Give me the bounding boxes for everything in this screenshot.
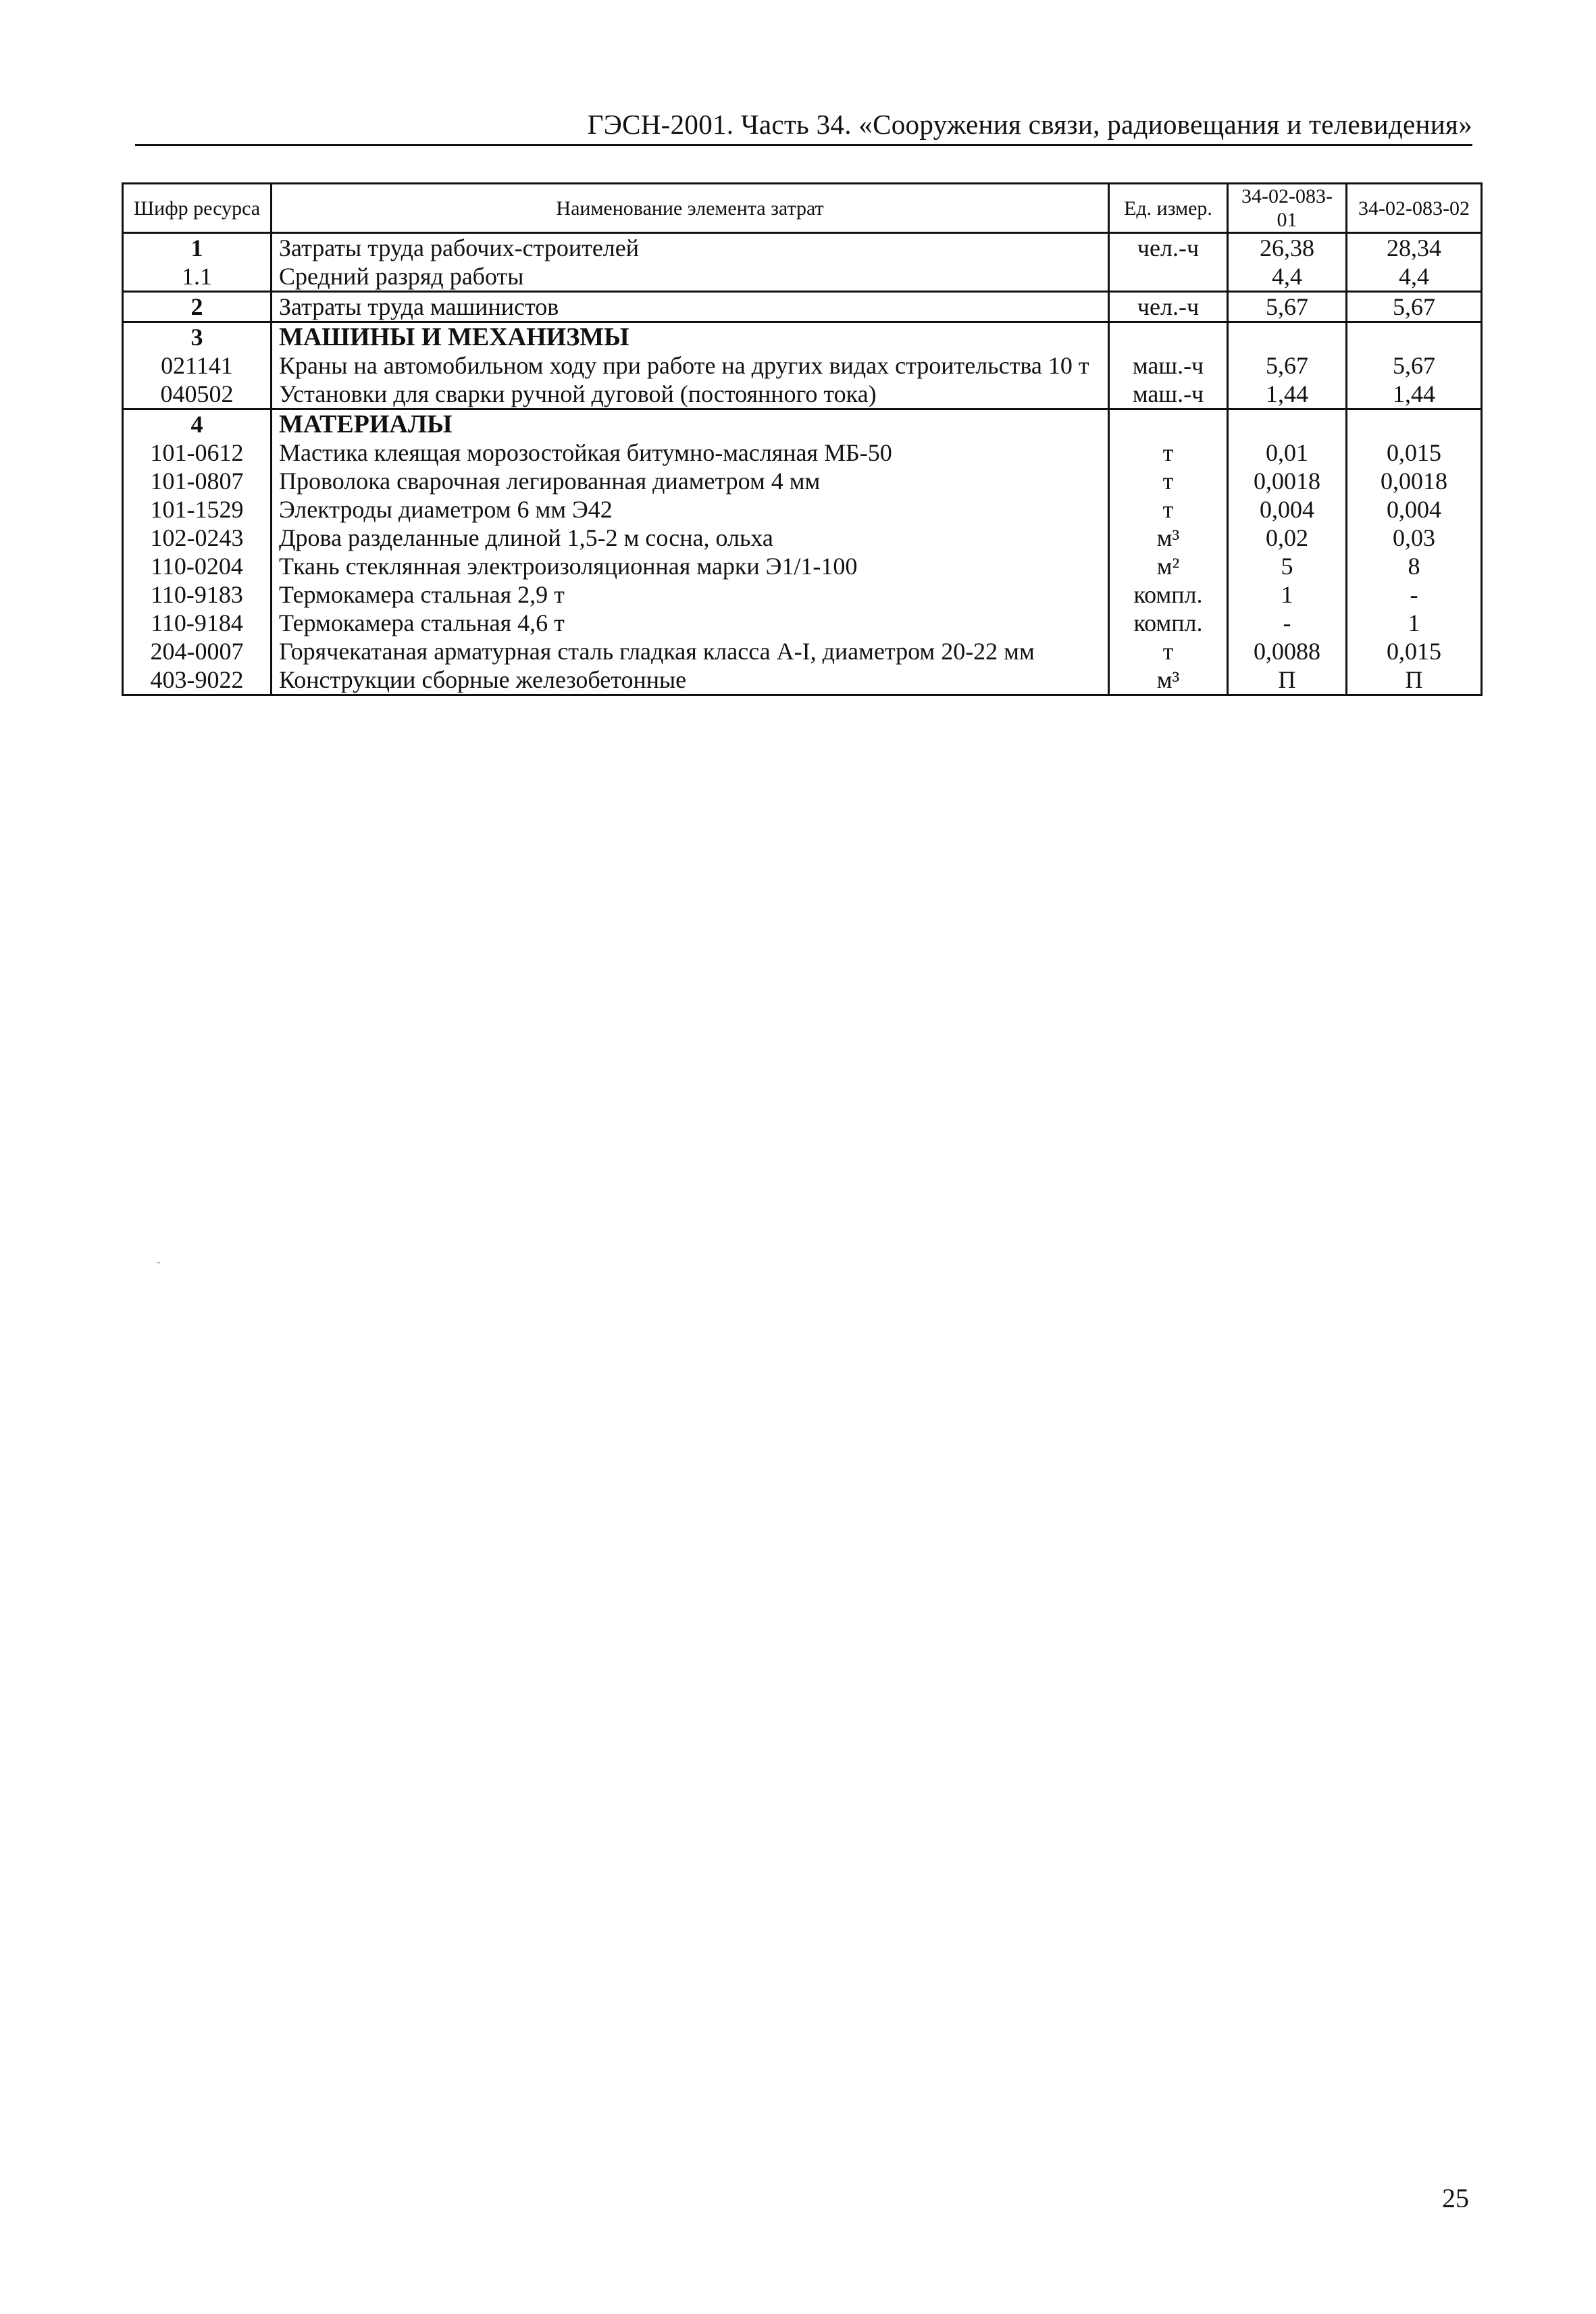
table-row: [123, 467, 1482, 495]
resource-unit: м³: [1109, 524, 1228, 552]
value-34-02-083-01: П: [1228, 665, 1347, 695]
column-header-code: Шифр ресурса: [123, 184, 272, 233]
value-34-02-083-02: 0,004: [1347, 495, 1482, 524]
resource-name: Конструкции сборные железобетонные: [272, 665, 1109, 695]
section-row: [123, 409, 1482, 439]
resource-unit: компл.: [1109, 609, 1228, 637]
resource-code: 403-9022: [123, 665, 272, 695]
resource-name: Дрова разделанные длиной 1,5-2 м сосна, ольха: [272, 524, 1109, 552]
resource-code: 110-9184: [123, 609, 272, 637]
resource-code: 204-0007: [123, 637, 272, 665]
resource-unit: чел.-ч: [1109, 233, 1228, 263]
resource-unit: маш.-ч: [1109, 351, 1228, 380]
resource-code: 2: [123, 292, 272, 322]
value-34-02-083-02: 28,34: [1347, 233, 1482, 263]
value-34-02-083-02: 0,015: [1347, 438, 1482, 467]
resource-name: Мастика клеящая морозостойкая битумно-масляная МБ-50: [272, 438, 1109, 467]
resource-unit: компл.: [1109, 580, 1228, 609]
value-34-02-083-02: 8: [1347, 552, 1482, 580]
section-title: МАТЕРИАЛЫ: [272, 409, 1109, 439]
resource-name: Проволока сварочная легированная диаметром 4 мм: [272, 467, 1109, 495]
resource-code: 3: [123, 322, 272, 352]
value-34-02-083-02: 4,4: [1347, 262, 1482, 292]
value-34-02-083-01: 0,02: [1228, 524, 1347, 552]
resource-unit: м³: [1109, 665, 1228, 695]
value-34-02-083-01: 0,004: [1228, 495, 1347, 524]
resource-name: Затраты труда рабочих-строителей: [272, 233, 1109, 263]
table-row: [123, 233, 1482, 263]
column-header-name: Наименование элемента затрат: [272, 184, 1109, 233]
resource-unit: т: [1109, 637, 1228, 665]
value-34-02-083-02: 0,015: [1347, 637, 1482, 665]
value-34-02-083-01: 26,38: [1228, 233, 1347, 263]
table-row: [123, 552, 1482, 580]
value-34-02-083-02: -: [1347, 580, 1482, 609]
resource-code: 021141: [123, 351, 272, 380]
value-34-02-083-02: [1347, 409, 1482, 439]
column-header-unit: Ед. измер.: [1109, 184, 1228, 233]
resource-unit: т: [1109, 467, 1228, 495]
value-34-02-083-02: [1347, 322, 1482, 352]
value-34-02-083-01: 1,44: [1228, 380, 1347, 409]
value-34-02-083-01: 0,0018: [1228, 467, 1347, 495]
resource-code: 101-0612: [123, 438, 272, 467]
value-34-02-083-02: 1,44: [1347, 380, 1482, 409]
column-header-34-02-083-01: 34-02-083-01: [1228, 184, 1347, 233]
resource-code: 1.1: [123, 262, 272, 292]
resource-code: 101-0807: [123, 467, 272, 495]
table-header-row: [123, 184, 1482, 233]
table-row: [123, 351, 1482, 380]
table-row: [123, 524, 1482, 552]
column-header-34-02-083-02: 34-02-083-02: [1347, 184, 1482, 233]
table-row: [123, 438, 1482, 467]
table-row: [123, 380, 1482, 409]
value-34-02-083-02: 0,0018: [1347, 467, 1482, 495]
resource-unit: [1109, 262, 1228, 292]
resource-unit: м²: [1109, 552, 1228, 580]
scan-speck: [157, 1262, 160, 1263]
value-34-02-083-01: 0,01: [1228, 438, 1347, 467]
section-title: МАШИНЫ И МЕХАНИЗМЫ: [272, 322, 1109, 352]
resource-unit: чел.-ч: [1109, 292, 1228, 322]
value-34-02-083-01: 5: [1228, 552, 1347, 580]
page-number: 25: [1442, 2183, 1469, 2213]
table-row: [123, 292, 1482, 322]
resource-name: Ткань стеклянная электроизоляционная марки Э1/1-100: [272, 552, 1109, 580]
table-row: [123, 262, 1482, 292]
table-row: [123, 637, 1482, 665]
value-34-02-083-02: 5,67: [1347, 351, 1482, 380]
resource-code: 4: [123, 409, 272, 439]
resource-table: [122, 182, 1483, 696]
value-34-02-083-01: 5,67: [1228, 351, 1347, 380]
resource-code: 101-1529: [123, 495, 272, 524]
resource-name: Краны на автомобильном ходу при работе на других видах строительства 10 т: [272, 351, 1109, 380]
value-34-02-083-01: -: [1228, 609, 1347, 637]
running-header: ГЭСН-2001. Часть 34. «Сооружения связи, радиовещания и телевидения»: [587, 109, 1472, 140]
header-rule: [135, 144, 1472, 146]
resource-name: Затраты труда машинистов: [272, 292, 1109, 322]
value-34-02-083-01: [1228, 322, 1347, 352]
resource-unit: [1109, 322, 1228, 352]
resource-name: Электроды диаметром 6 мм Э42: [272, 495, 1109, 524]
table-row: [123, 665, 1482, 695]
resource-code: 110-9183: [123, 580, 272, 609]
value-34-02-083-01: 4,4: [1228, 262, 1347, 292]
value-34-02-083-02: 1: [1347, 609, 1482, 637]
table-row: [123, 609, 1482, 637]
table-row: [123, 495, 1482, 524]
resource-code: 1: [123, 233, 272, 263]
resource-unit: т: [1109, 438, 1228, 467]
value-34-02-083-01: 1: [1228, 580, 1347, 609]
value-34-02-083-01: [1228, 409, 1347, 439]
resource-code: 110-0204: [123, 552, 272, 580]
resource-code: 040502: [123, 380, 272, 409]
resource-name: Термокамера стальная 2,9 т: [272, 580, 1109, 609]
value-34-02-083-02: 5,67: [1347, 292, 1482, 322]
resource-name: Установки для сварки ручной дуговой (постоянного тока): [272, 380, 1109, 409]
resource-code: 102-0243: [123, 524, 272, 552]
resource-name: Горячекатаная арматурная сталь гладкая класса А-I, диаметром 20-22 мм: [272, 637, 1109, 665]
section-row: [123, 322, 1482, 352]
resource-unit: [1109, 409, 1228, 439]
resource-name: Термокамера стальная 4,6 т: [272, 609, 1109, 637]
value-34-02-083-01: 0,0088: [1228, 637, 1347, 665]
resource-unit: маш.-ч: [1109, 380, 1228, 409]
table-row: [123, 580, 1482, 609]
value-34-02-083-02: П: [1347, 665, 1482, 695]
value-34-02-083-02: 0,03: [1347, 524, 1482, 552]
resource-name: Средний разряд работы: [272, 262, 1109, 292]
value-34-02-083-01: 5,67: [1228, 292, 1347, 322]
resource-unit: т: [1109, 495, 1228, 524]
